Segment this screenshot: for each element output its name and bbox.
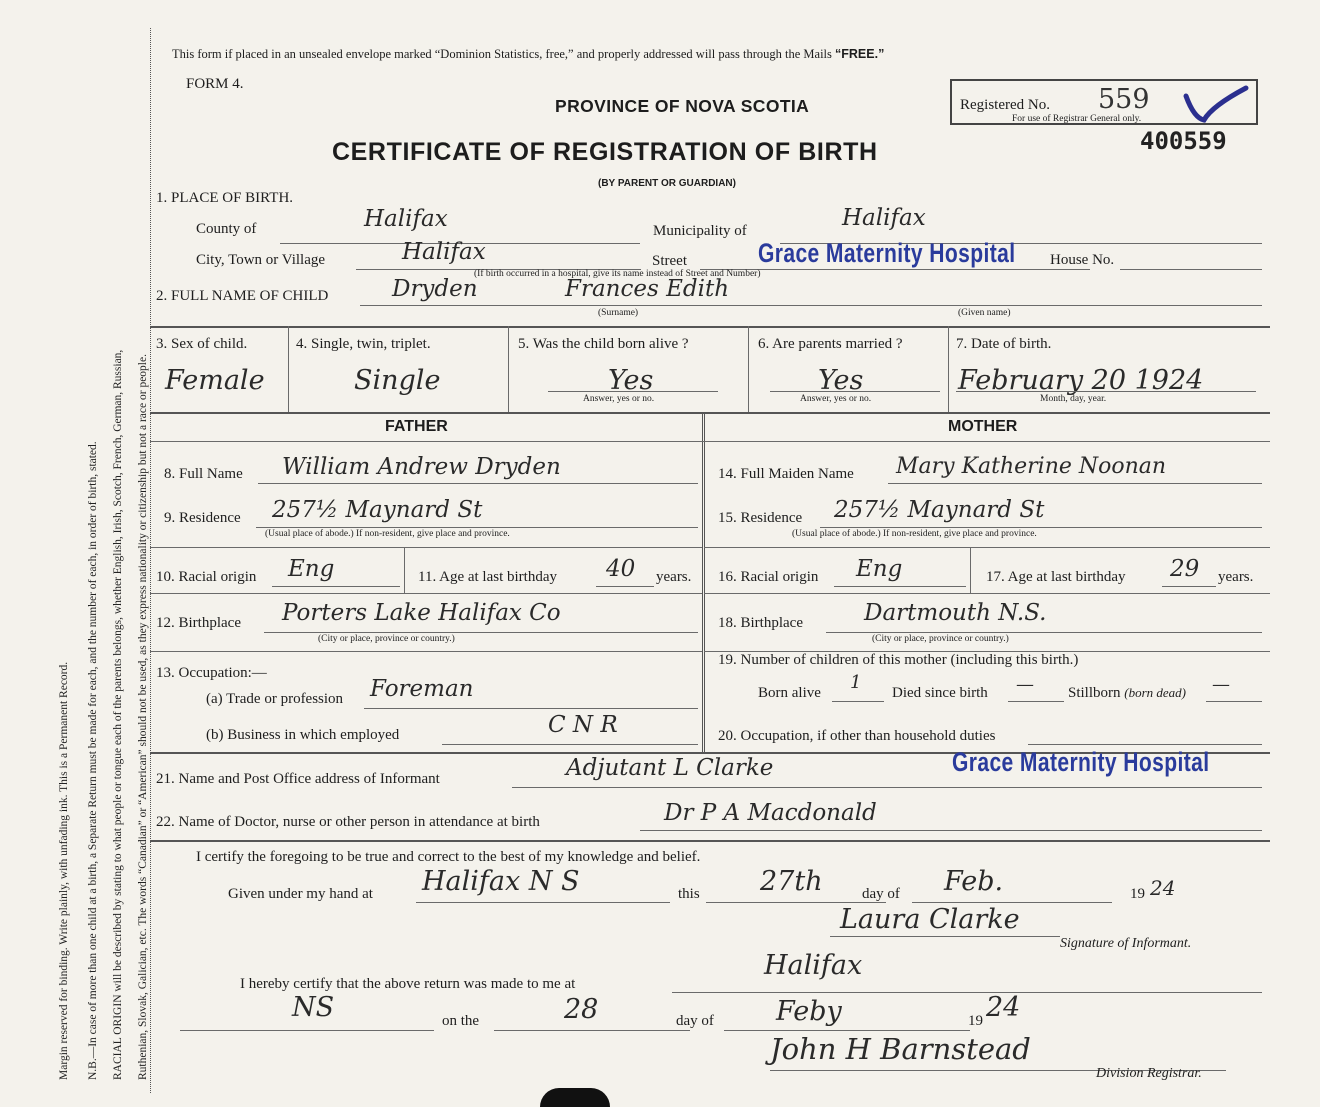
scan-edge-shadow (540, 1088, 610, 1107)
father-residence: 257½ Maynard St (272, 497, 483, 523)
hospital-note: (If birth occurred in a hospital, give its name instead of Street and Number) (474, 269, 761, 279)
hospital-stamp-street: Grace Maternity Hospital (758, 238, 1016, 268)
mother-age-label: 17. Age at last birthday (986, 569, 1126, 585)
given-month: Feb. (944, 866, 1004, 897)
place-of-birth-heading: 1. PLACE OF BIRTH. (156, 190, 294, 206)
child-name-label: 2. FULL NAME OF CHILD (156, 288, 329, 304)
stillborn-label (1068, 685, 1186, 702)
dob-caption: Month, day, year. (1040, 394, 1107, 404)
registrar-day-of-label: day of (676, 1013, 714, 1029)
informant-signature: Laura Clarke (840, 904, 1020, 935)
married-question: 6. Are parents married ? (758, 336, 903, 352)
city-value: Halifax (402, 239, 486, 265)
column-divider (702, 412, 705, 752)
registrar-year-prefix: 19 (968, 1013, 983, 1029)
doctor-label: 22. Name of Doctor, nurse or other person in attendance at birth (156, 814, 540, 830)
mother-name-label: 14. Full Maiden Name (718, 466, 854, 482)
city-label: City, Town or Village (196, 252, 326, 268)
born-alive-value: Yes (608, 365, 654, 396)
father-racial-label: 10. Racial origin (156, 569, 257, 585)
page-subtitle: (BY PARENT OR GUARDIAN) (598, 178, 736, 189)
plurality-value: Single (354, 365, 441, 396)
died-since-birth-label: Died since birth (892, 685, 988, 701)
county-label: County of (196, 221, 257, 237)
father-name: William Andrew Dryden (282, 454, 561, 480)
father-birthplace: Porters Lake Halifax Co (282, 600, 561, 626)
mother-residence: 257½ Maynard St (834, 497, 1045, 523)
father-residence-caption: (Usual place of abode.) If non-resident, give place and province. (265, 529, 510, 539)
registrar-year: 24 (986, 992, 1021, 1023)
given-day: 27th (760, 866, 823, 897)
house-label: House No. (1050, 252, 1115, 268)
on-the-label: on the (442, 1013, 480, 1029)
plurality-label: 4. Single, twin, triplet. (296, 336, 431, 352)
father-heading: FATHER (385, 418, 448, 435)
check-mark-icon (1182, 84, 1252, 124)
registrar-signature: John H Barnstead (770, 1032, 1031, 1066)
mother-name: Mary Katherine Noonan (896, 454, 1167, 479)
binding-line (150, 28, 151, 1093)
given-place: Halifax N S (422, 866, 580, 897)
mother-heading: MOTHER (948, 418, 1018, 435)
father-residence-label: 9. Residence (164, 510, 241, 526)
informant-signature-caption: Signature of Informant. (1060, 936, 1192, 951)
married-caption: Answer, yes or no. (800, 394, 872, 404)
registrar-statement: I hereby certify that the above return was made to me at (240, 976, 576, 992)
given-caption: (Given name) (958, 308, 1011, 318)
child-given-name: Frances Edith (565, 276, 730, 302)
registrar-place-2: NS (292, 992, 335, 1023)
margin-column (0, 0, 150, 1107)
certification-statement: I certify the foregoing to be true and correct to the best of my knowledge and belief. (196, 849, 701, 865)
registered-label: Registered No. (960, 97, 1050, 113)
given-year: 24 (1150, 876, 1176, 900)
mother-racial-label: 16. Racial origin (718, 569, 819, 585)
married-value: Yes (818, 365, 864, 396)
given-under-hand-label: Given under my hand at (228, 886, 373, 902)
margin-note-4: Ruthenian, Slovak, Galician, etc. The words “Canadian” or “American” should not be used, as they express nationality or citizenship but not a race or people. (137, 354, 149, 1080)
sex-label: 3. Sex of child. (156, 336, 248, 352)
father-business-label: (b) Business in which employed (206, 727, 400, 743)
died-since-birth-count: — (1016, 674, 1034, 695)
father-trade-label: (a) Trade or profession (206, 691, 344, 707)
margin-note-2: N.B.—In case of more than one child at a birth, a Separate Return must be made for each, and the number of each, in order of birth, stated. (87, 441, 99, 1080)
notice-free: “FREE.” (835, 47, 885, 61)
informant-name: Adjutant L Clarke (566, 755, 774, 781)
hospital-stamp-informant: Grace Maternity Hospital (952, 747, 1210, 777)
father-trade: Foreman (370, 676, 474, 702)
mother-occupation-label: 20. Occupation, if other than household duties (718, 728, 996, 744)
mother-birthplace-label: 18. Birthplace (718, 615, 803, 631)
mother-years: years. (1218, 569, 1254, 585)
father-name-label: 8. Full Name (164, 466, 243, 482)
province-heading: PROVINCE OF NOVA SCOTIA (555, 96, 810, 116)
given-year-prefix: 19 (1130, 886, 1145, 902)
father-racial: Eng (288, 556, 335, 582)
margin-note-1: Margin reserved for binding. Write plainly, with unfading ink. This is a Permanent Record. (58, 661, 70, 1080)
father-birthplace-label: 12. Birthplace (156, 615, 241, 631)
registrar-signature-caption: Division Registrar. (1096, 1066, 1202, 1081)
father-occupation-label: 13. Occupation:— (156, 665, 267, 681)
doctor-name: Dr P A Macdonald (664, 800, 877, 826)
notice-text: This form if placed in an unsealed envelope marked “Dominion Statistics, free,” and properly addressed will pass through the Mails (172, 47, 832, 61)
dob-label: 7. Date of birth. (956, 336, 1052, 352)
registered-number: 559 (1098, 84, 1150, 115)
registrar-day: 28 (564, 994, 599, 1025)
mother-residence-caption: (Usual place of abode.) If non-resident, give place and province. (792, 529, 1037, 539)
stamped-number: 400559 (1140, 127, 1227, 155)
form-number: FORM 4. (186, 76, 244, 92)
father-business: C N R (548, 712, 618, 738)
municipality-label: Municipality of (653, 223, 747, 239)
street-label: Street (652, 253, 687, 269)
stillborn-count: — (1212, 674, 1230, 695)
municipality-value: Halifax (842, 205, 926, 231)
child-surname: Dryden (392, 276, 478, 302)
born-alive-question: 5. Was the child born alive ? (518, 336, 689, 352)
mother-children-label: 19. Number of children of this mother (including this birth.) (718, 652, 1079, 668)
born-alive-count: 1 (850, 672, 862, 693)
born-alive-caption: Answer, yes or no. (583, 394, 655, 404)
registrar-place: Halifax (764, 950, 863, 981)
registrar-month: Feby (776, 996, 842, 1027)
county-value: Halifax (364, 206, 448, 232)
this-label: this (678, 886, 700, 902)
stillborn-text: Stillborn (1068, 685, 1121, 701)
day-of-label: day of (862, 886, 900, 902)
mother-birthplace-caption: (City or place, province or country.) (872, 634, 1009, 644)
page-title: CERTIFICATE OF REGISTRATION OF BIRTH (332, 138, 878, 166)
row3-top-rule (150, 326, 1270, 328)
margin-note-3: RACIAL ORIGIN will be described by stating to what people or tongue each of the parents belongs, whether English, Irish, Scotch, French, German, Russian, (112, 349, 124, 1080)
sex-value: Female (165, 365, 265, 396)
mother-age: 29 (1170, 556, 1200, 582)
born-alive-count-label: Born alive (758, 685, 821, 701)
father-age: 40 (606, 556, 636, 582)
dob-value: February 20 1924 (958, 365, 1204, 396)
stillborn-note: (born dead) (1124, 685, 1187, 700)
father-age-label: 11. Age at last birthday (418, 569, 557, 585)
mother-residence-label: 15. Residence (718, 510, 803, 526)
mother-birthplace: Dartmouth N.S. (864, 600, 1047, 626)
father-birthplace-caption: (City or place, province or country.) (318, 634, 455, 644)
surname-caption: (Surname) (598, 308, 639, 318)
mother-racial: Eng (856, 556, 903, 582)
informant-label: 21. Name and Post Office address of Informant (156, 771, 440, 787)
father-years: years. (656, 569, 692, 585)
mail-notice (172, 47, 884, 62)
registrar-use-note: For use of Registrar General only. (1012, 114, 1142, 124)
